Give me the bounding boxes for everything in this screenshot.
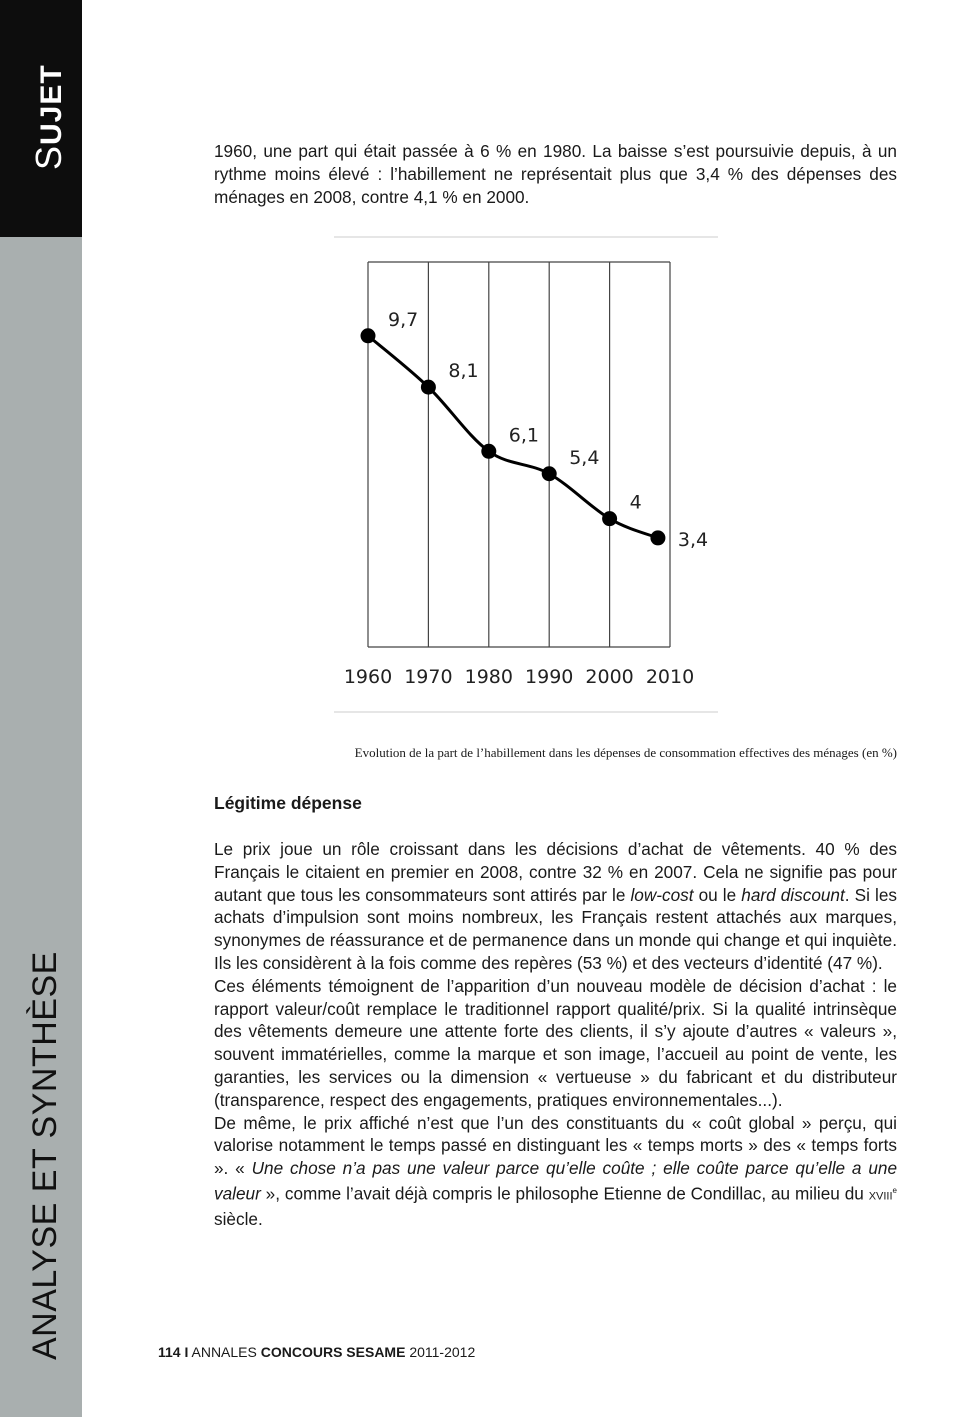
data-point-1960: [361, 328, 376, 343]
footer-years: 2011-2012: [409, 1344, 476, 1360]
chart-svg: [330, 232, 720, 716]
x-tick-label: 1970: [404, 666, 453, 688]
data-label: 5,4: [569, 446, 600, 469]
chart-caption: Evolution de la part de l’habillement dans les dépenses de consommation effectives des ménages (en %): [354, 745, 897, 760]
data-point-2008: [650, 530, 665, 545]
data-label: 8,1: [448, 360, 479, 383]
x-tick-label: 1990: [525, 666, 574, 688]
intro-paragraph: 1960, une part qui était passée à 6 % en 1980. La baisse s’est poursuivie depuis, à un rythme moins élevé : l’habillement ne représentait plus que 3,4 % des dépenses des ménages en 2008, contre 4,1 % en 2000.: [214, 141, 897, 207]
paragraph-1: Le prix joue un rôle croissant dans les décisions d’achat de vêtements. 40 % des Français le citaient en premier en 2008, contre 32 % en 2007. Cela ne signifie pas pour autant que tous les consommateurs sont attirés par le low-cost ou le hard discount. Si les achats d’impulsion sont moins nombreux, les Français restent attachés aux marques, synonymes de réassurance et de permanence dans un monde qui change et qui inquiète. Ils les considèrent à la fois comme des repères (53 %) et des vecteurs d’identité (47 %).: [214, 839, 897, 973]
x-tick-label: 2000: [585, 666, 634, 688]
chart-points: [361, 309, 709, 551]
data-label: 9,7: [388, 308, 419, 331]
data-point-2000: [602, 511, 617, 526]
data-point-1990: [542, 466, 557, 481]
section-heading: Légitime dépense: [214, 793, 362, 813]
x-tick-label: 1980: [464, 666, 513, 688]
sidebar-top-block: [0, 0, 82, 237]
footer-separator: I: [184, 1344, 189, 1360]
page-footer: [158, 1344, 475, 1360]
main-text: [214, 838, 897, 1231]
x-tick-label: 1960: [343, 666, 393, 688]
paragraph-3: De même, le prix affiché n’est que l’un des constituants du « coût global » perçu, qui valorise notamment le temps passé en distinguant les « temps morts » des « temps forts ». « Une chose n’a pas une valeur parce qu’elle coûte ; elle coûte parce qu’elle a une valeur », comme l’avait déjà compris le philosophe Etienne de Condillac, au milieu du XVIIIe siècle.: [214, 1112, 897, 1230]
section-label: ANALYSE ET SYNTHÈSE: [26, 951, 64, 1360]
data-label: 3,4: [677, 528, 709, 551]
chart-ticks: [344, 666, 694, 688]
line-chart: [330, 232, 720, 716]
footer-annales: ANNALES: [191, 1344, 257, 1360]
x-tick-label: 2010: [645, 666, 695, 688]
footer-brand: CONCOURS SESAME: [260, 1344, 406, 1360]
subject-label: SUJET: [28, 64, 69, 170]
data-label: 4: [629, 491, 642, 514]
page-number: 114: [158, 1344, 181, 1360]
data-point-1970: [421, 380, 436, 395]
data-label: 6,1: [508, 424, 540, 447]
paragraph-2: Ces éléments témoignent de l’apparition d’un nouveau modèle de décision d’achat : le rapport valeur/coût remplace le traditionnel rapport qualité/prix. Si la qualité intrinsèque des vêtements demeure une attente forte des clients, il s’y ajoute d’autres « valeurs », souvent immatérielles, comme la marque et son image, l’accueil au point de vente, les garanties, les services ou la dimension « vertueuse » du fabricant et du distributeur (transparence, respect des engagements, pratiques environnementales...).: [214, 975, 897, 1110]
data-point-1980: [481, 444, 496, 459]
